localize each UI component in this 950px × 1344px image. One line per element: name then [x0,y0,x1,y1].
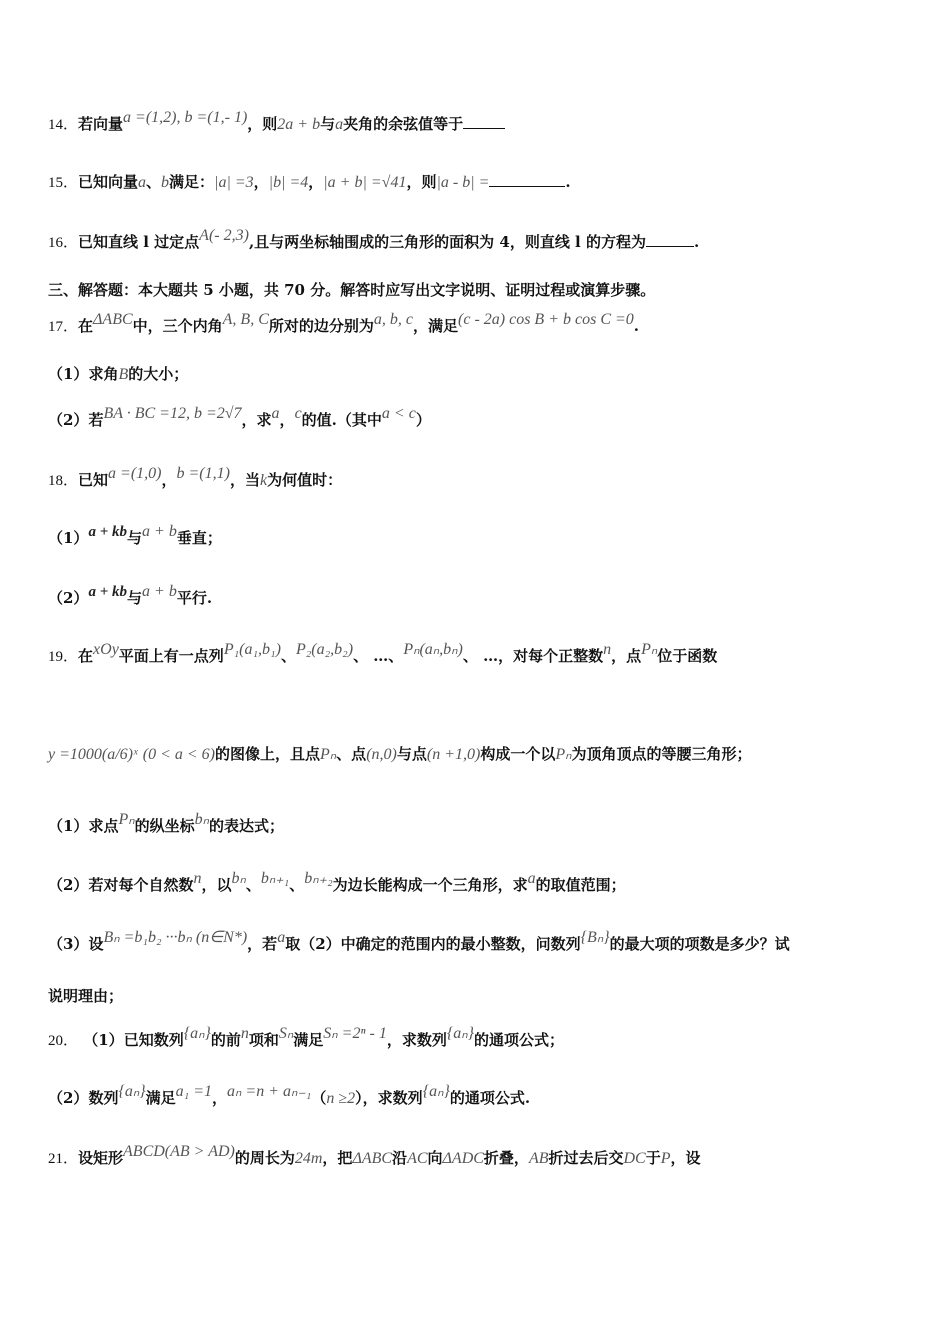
question-19-part-1: （1）求点Pₙ的纵坐标bₙ的表达式； [48,811,285,835]
question-16: 16．已知直线 l 过定点A(- 2,3),且与两坐标轴围成的三角形的面积为 4，则直线 l 的方程为 . [48,227,700,251]
question-21: 21．设矩形ABCD(AB > AD)的周长为24m，把ΔABC沿AC向ΔADC折叠，AB折过去后交DC于P，设 [48,1143,701,1167]
question-19-part-2: （2）若对每个自然数n，以bₙ、bₙ₊₁、bₙ₊₂为边长能构成一个三角形，求a的取值范围； [48,870,626,894]
question-17-part-1: （1）求角B的大小； [48,365,189,383]
question-14: 14．若向量a =(1,2), b =(1,- 1)，则2a + b与a夹角的余弦值等于 [48,114,505,135]
question-19-part-3: （3）设Bₙ =b₁b₂ ···bₙ (n∈N*)，若a取（2）中确定的范围内的最小整数，问数列{Bₙ}的最大项的项数是多少？试 [48,929,790,953]
question-19: 19．在xOy平面上有一点列P₁(a₁,b₁)、P₂(a₂,b₂)、 …、Pₙ(aₙ,bₙ)、 …，对每个正整数n，点Pₙ位于函数 [48,641,718,665]
question-19-line-2: y =1000(a/6)ˣ (0 < a < 6)的图像上，且点Pₙ、点(n,0)与点(n +1,0)构成一个以Pₙ为顶角顶点的等腰三角形； [48,745,752,763]
answer-blank[interactable] [463,114,505,129]
section-heading: 三、解答题：本大题共 5 小题，共 70 分。解答时应写出文字说明、证明过程或演算步骤。 [48,281,656,299]
question-18-part-1: （1）a + kb与a + b垂直； [48,523,222,547]
question-15: 15．已知向量a、b满足：|a| =3，|b| =4，|a + b| =√41，则|a - b| = . [48,173,571,191]
answer-blank[interactable] [489,172,565,187]
question-20-part-1: 20． （1）已知数列{aₙ}的前n项和Sₙ满足Sₙ =2ⁿ - 1，求数列{aₙ}的通项公式； [48,1025,565,1049]
question-18-part-2: （2）a + kb与a + b平行. [48,583,213,607]
answer-blank[interactable] [646,232,694,247]
question-18: 18．已知a =(1,0)，b =(1,1)，当k为何值时： [48,465,343,489]
question-19-part-3-cont: 说明理由； [48,987,124,1005]
question-17-part-2: （2）若BA · BC =12, b =2√7，求a，c的值.（其中a < c） [48,405,431,429]
question-20-part-2: （2）数列{aₙ}满足a₁ =1，aₙ =n + aₙ₋₁（n ≥2），求数列{aₙ}的通项公式. [48,1083,531,1107]
question-17: 17．在ΔABC中，三个内角A, B, C所对的边分别为a, b, c，满足(c - 2a) cos B + b cos C =0. [48,311,640,335]
